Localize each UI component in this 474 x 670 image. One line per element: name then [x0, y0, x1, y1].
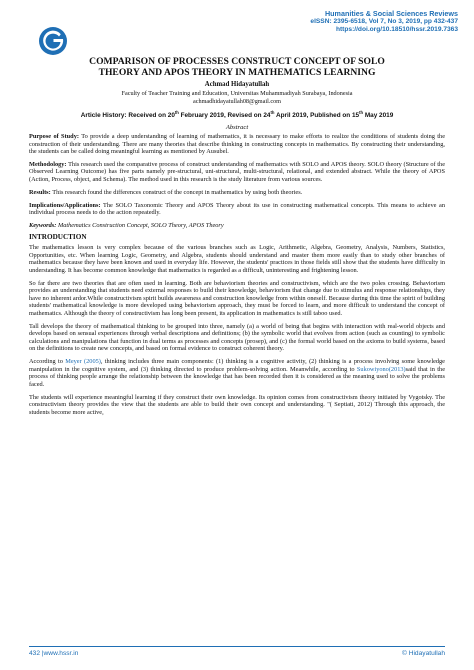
journal-info: [310, 10, 458, 35]
intro-paragraph-3: Tall develops the theory of mathematical thinking to be grouped into three, namely (a) a world of being that begins with interaction with real-world objects and develops based on sensual experiences through verbal descriptions and definitions; (b) the symbolic world that evolves from action (such as counting) to symbolic calculations and manipulations that function in dual terms as processes and concepts (prosep), and (c) the formal world based on the axioms to build systems, based on the definitions to create new concepts, and based on formal evidence to construct coherent theory.: [29, 322, 445, 353]
doi-link[interactable]: https://doi.org/10.18510/hssr.2019.7363: [335, 26, 458, 34]
abstract-methodology: Methodology: This research used the comparative process of construct understanding of mathematics with SOLO and APOS theory. SOLO theory (Structure of the Observed Learning Outcome) has five parts namely pre-structural, uni-structural, multi-structural, relational, and extended abstract. While the theory of APOS (Action, Process, object, and Schema). The method used in this research is the study literature from various sources.: [29, 160, 445, 184]
abstract-heading: Abstract: [225, 124, 249, 131]
issn-line: eISSN: 2395-6518, Vol 7, No 3, 2019, pp 432-437: [310, 18, 458, 26]
abstract-results: Results: This research found the differences construct of the concept in mathematics by using both theories.: [29, 188, 303, 196]
affiliation: Faculty of Teacher Training and Education, Universitas Muhammadiyah Surabaya, Indonesia: [121, 90, 353, 97]
introduction-heading: INTRODUCTION: [29, 232, 87, 241]
title-line-1: COMPARISON OF PROCESSES CONSTRUCT CONCEPT OF SOLO: [89, 56, 385, 67]
intro-paragraph-2: So far there are two theories that are often used in learning. Both are behaviorism theories and constructivism, which are the two poles crossing. Behaviorism provides an understanding that students need external responses to build their knowledge, behaviorism that change due to stimulus and response relationships, they have no inherent ardor.While constructivism spirit builds awareness and construction knowledge from within oneself. Because during this time the spirit of building students' mathematical knowledge is more developed using behaviorism approach, they must be forced to learn, and more difficult to understand the concept of mathematics. Although the theory of constructivism has long been present, its application in mathematics is still taboo used.: [29, 279, 445, 317]
author-name: Achmad Hidayatullah: [204, 81, 270, 88]
reference-link-meyer[interactable]: Meyer (2005): [65, 358, 101, 366]
paper-title: [40, 56, 434, 78]
intro-paragraph-5: The students will experience meaningful learning if they construct their own knowledge. Its opinion comes from constructivism theory initiated by Vygotsky. The constructivism theory provides the view that the students are able to build their own concept and understanding. "( Septiati, 2012) Through this approach, the students become more active,: [29, 393, 445, 416]
abstract-implications: Implications/Applications: The SOLO Taxonomic Theory and APOS Theory about its use in constructing mathematical concepts. This means to achieve an individual process needs to do the action repeatedly.: [29, 201, 445, 217]
keywords: Keywords: Mathematics Construction Concept, SOLO Theory, APOS Theory: [29, 222, 224, 230]
author-email[interactable]: achmadhidayatullah08@gmail.com: [193, 98, 281, 105]
journal-name: Humanities & Social Sciences Reviews: [324, 9, 458, 18]
intro-paragraph-4: According to Meyer (2005), thinking includes three main components: (1) thinking is a cognitive activity, (2) thinking is a process involving some knowledge manipulation in the cognitive system, and (3) thinking directed to produce problem-solving action. Meanwhile, according to Sukowiyono(2013)said that in the process of thinking people arrange the relationship between the knowledge that has been recorded then it is considered as the meaning used to solve the problems faced.: [29, 358, 445, 388]
footer-page-site[interactable]: 432 |www.hssr.in: [29, 650, 79, 657]
title-line-2: THEORY AND APOS THEORY IN MATHEMATICS LEARNING: [98, 67, 376, 78]
abstract-purpose: Purpose of Study: To provide a deep understanding of learning of mathematics, it is necessary to make efforts to realize the conditions of students doing the construction of their understanding. There are many theories that describe thinking in constructing concepts in mathematics. By constructing their understanding, the students can be called doing meaningful learning as mentioned by Ausubel.: [29, 133, 446, 156]
intro-paragraph-1: The mathematics lesson is very complex because of the various branches such as Logic, Arithmetic, Algebra, Geometry, Analysis, Numbers, Statistics, Opportunities, etc. When learning Logic, Geometry, and Algebra, students should understand and master them more easily than to study other branches of mathematics because they have been known and used in everyday life. However, the students' practices in those fields still show that the students have difficulty in understanding. It has become common knowledge that mathematics is regarded as a difficult, uninteresting and frightening lesson.: [29, 244, 445, 274]
body-text: [29, 133, 445, 422]
journal-logo-icon: [38, 26, 68, 56]
footer-divider: [29, 646, 445, 647]
article-history: Article History: Received on 20th February 2019, Revised on 24th April 2019, Published on 15th May 2019: [80, 110, 394, 120]
footer-copyright: © Hidayatullah: [402, 650, 445, 657]
reference-link-sukowiyono[interactable]: Sukowiyono(2013): [356, 365, 406, 373]
